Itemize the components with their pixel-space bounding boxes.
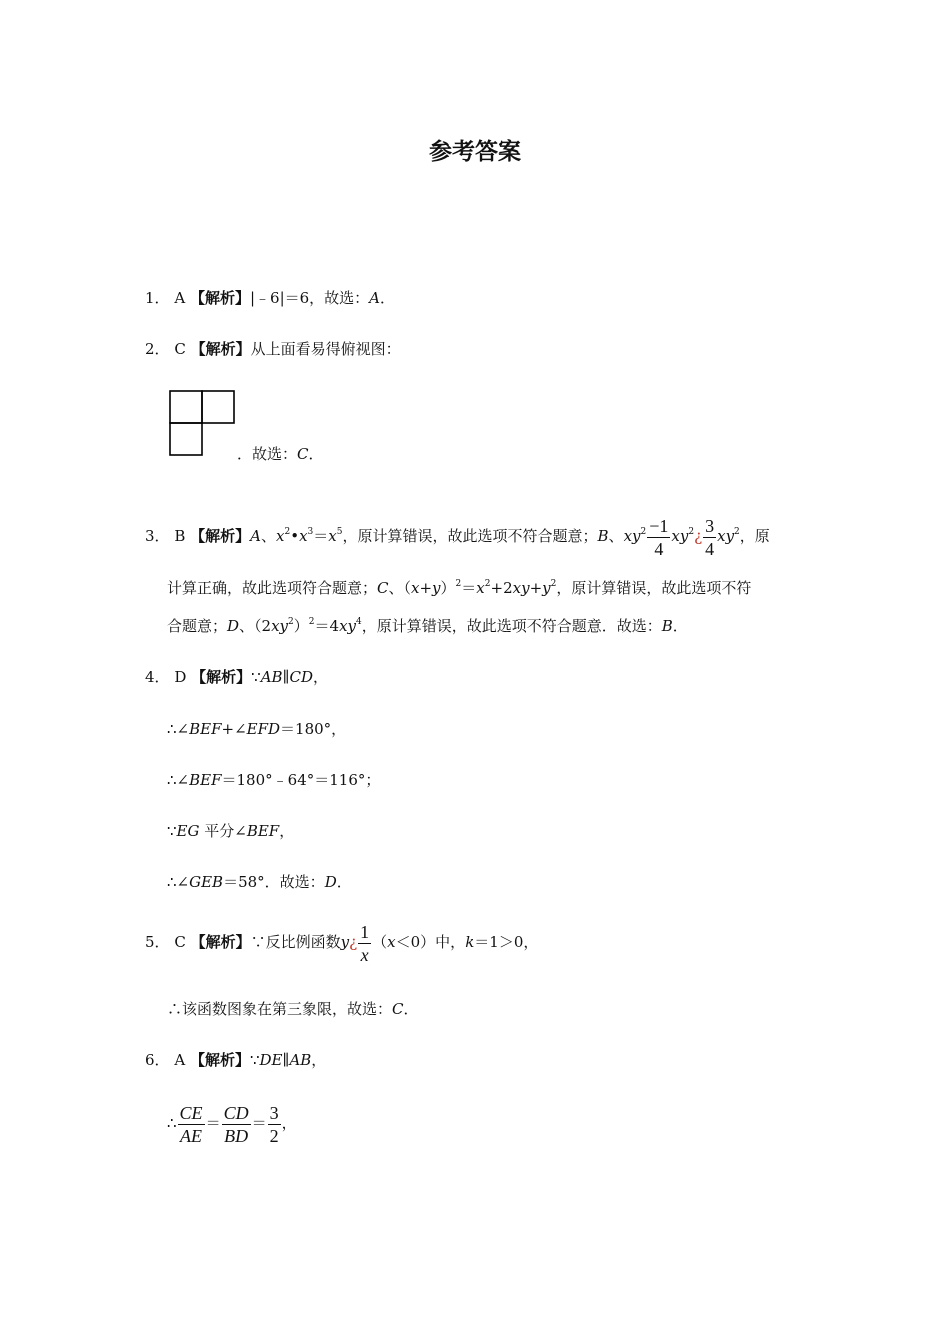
answer-5: 5． C 【解析】∵反比例函数y¿ $\frac{1}{x}$ （x＜0）中，k＝1＞0， [145, 921, 539, 965]
answer-4-line-4: ∵EG 平分∠BEF， [167, 822, 295, 840]
answer-4-line-5: ∴∠GEB＝58°．故选：D． [167, 873, 352, 891]
grid-cell [202, 391, 234, 423]
grid-cell [170, 391, 202, 423]
answer-4: 4． D 【解析】∵AB∥CD， [145, 668, 329, 686]
answer-2: 2． C 【解析】从上面看易得俯视图： [145, 340, 401, 358]
answer-4-line-3: ∴∠BEF＝180°﹣64°＝116°； [167, 771, 381, 789]
answer-6-line-2: ∴ $\frac{CE}{AE}$ ＝ $\frac{CD}{BD}$ ＝ $\frac{3}{2}$ ， [167, 1102, 297, 1146]
answer-3: 3． B 【解析】A、$x^2•x^3=x^5$，原计算错误，故此选项不符合题意；B、$xy^2$ $\frac{-1}{4}$ $xy^2¿$ $\frac{3}{4}$ $xy^2$，原 [145, 515, 770, 559]
answer-1: 1． A 【解析】|﹣6|＝6，故选：A． [145, 289, 396, 307]
grid-cell [170, 423, 202, 455]
answer-4-line-2: ∴∠BEF+∠EFD＝180°， [167, 720, 347, 738]
answer-2-choice: ．故选：C． [237, 445, 324, 463]
answer-5-line-2: ∴该函数图象在第三象限，故选：C． [167, 1000, 419, 1018]
answer-6: 6． A 【解析】∵DE∥AB， [145, 1051, 327, 1069]
page-title: 参考答案 [429, 139, 521, 165]
answer-3-line-3: 合题意；D、$(2xy^2)^2=4xy^4$，原计算错误，故此选项不符合题意．故选：B． [167, 617, 688, 635]
answer-3-line-2: 计算正确，故此选项符合题意；C、$(x+y)^2=x^2+2xy+y^2$，原计算错误，故此选项不符 [167, 579, 752, 597]
top-view-figure [169, 390, 237, 456]
